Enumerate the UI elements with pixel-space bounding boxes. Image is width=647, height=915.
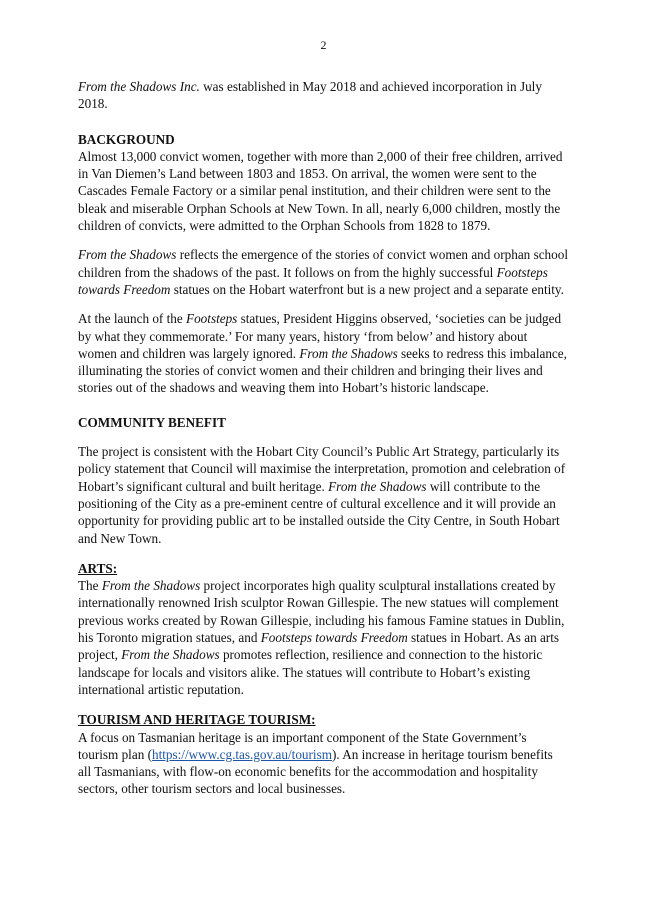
project-name-italic: From the Shadows <box>101 578 201 594</box>
background-paragraph-1: Almost 13,000 convict women, together with more than 2,000 of their free children, arrived in Van Diemen’s Land between 1803 and 1853. On arrival, the women were sent to the Cascades Female Factory or a similar penal institution, and their children were sent to the bleak and miserable Orphan Schools at New Town. In all, nearly 6,000 children, mostly the children of convicts, were admitted to the Orphan Schools from 1828 to 1879. <box>78 148 563 234</box>
tourism-heading: TOURISM AND HERITAGE TOURISM: <box>78 712 316 728</box>
intro-text: was established in May 2018 and achieved incorporation in July 2018. <box>78 79 542 112</box>
arts-heading: ARTS: <box>78 560 118 576</box>
tourism-plan-link[interactable]: https://www.cg.tas.gov.au/tourism <box>152 746 332 762</box>
project-name-italic: From the Shadows <box>121 647 220 663</box>
text-run: At the launch of the <box>78 311 187 327</box>
footsteps-title-italic: Footsteps towards Freedom <box>78 264 548 297</box>
arts-paragraph <box>78 577 568 698</box>
background-heading: BACKGROUND <box>78 131 175 147</box>
text-run: statues in Hobart. As an arts project, <box>78 630 559 663</box>
text-run: project incorporates high quality sculptural installations created by internationally renowned Irish sculptor Rowan Gillespie. The new statues will complement previous works created by Rowan Gillespie, including his famous Famine statues in Dublin, his Toronto migration statues, and <box>78 578 565 646</box>
project-name-italic: From the Shadows <box>299 345 398 361</box>
text-run: will contribute to the positioning of the City as a pre-eminent centre of cultural excellence and it will provide an opportunity for providing public art to be installed outside the City Centre, in South Hobart and New Town. <box>78 478 560 546</box>
intro-org-name: From the Shadows Inc. <box>78 79 200 94</box>
text-run: A focus on Tasmanian heritage is an important component of the State Government’s tourism plan ( <box>78 729 527 762</box>
community-heading: COMMUNITY BENEFIT <box>78 414 226 430</box>
page-content <box>78 78 568 798</box>
background-paragraph-2 <box>78 246 568 298</box>
footsteps-italic: Footsteps <box>186 311 238 327</box>
background-paragraph-3 <box>78 310 568 396</box>
project-name-italic: From the Shadows <box>78 247 177 263</box>
text-run: seeks to redress this imbalance, illuminating the stories of convict women and their children and bringing their lives and stories out of the shadows and weaving them into Hobart’s historic landscape. <box>78 345 567 396</box>
text-run: statues, President Higgins observed, ‘societies can be judged by what they commemorate.’ For many years, history ‘from below’ and history about women and children was largely ignored. <box>78 311 562 361</box>
text-run: The project is consistent with the Hobart City Council’s Public Art Strategy, particularly its policy statement that Council will maximise the interpretation, promotion and celebration of Hobart’s significant cultural and built heritage. <box>78 444 566 494</box>
text-run: ). An increase in heritage tourism benefits all Tasmanians, with flow-on economic benefits for the accommodation and hospitality sectors, other tourism sectors and local businesses. <box>78 746 553 797</box>
intro-paragraph <box>78 78 568 113</box>
text-run: The <box>78 578 102 594</box>
page-number: 2 <box>320 38 327 52</box>
text-run: statues on the Hobart waterfront but is a new project and a separate entity. <box>170 281 564 297</box>
text-run: reflects the emergence of the stories of convict women and orphan school children from the shadows of the past. It follows on from the highly successful <box>78 247 569 280</box>
project-name-italic: From the Shadows <box>328 478 427 494</box>
tourism-paragraph <box>78 729 568 798</box>
community-paragraph <box>78 443 568 547</box>
footsteps-title-italic: Footsteps towards Freedom <box>260 630 408 646</box>
text-run: promotes reflection, resilience and connection to the historic landscape for locals and visitors alike. The statues will contribute to Hobart’s existing international artistic reputation. <box>78 647 543 697</box>
